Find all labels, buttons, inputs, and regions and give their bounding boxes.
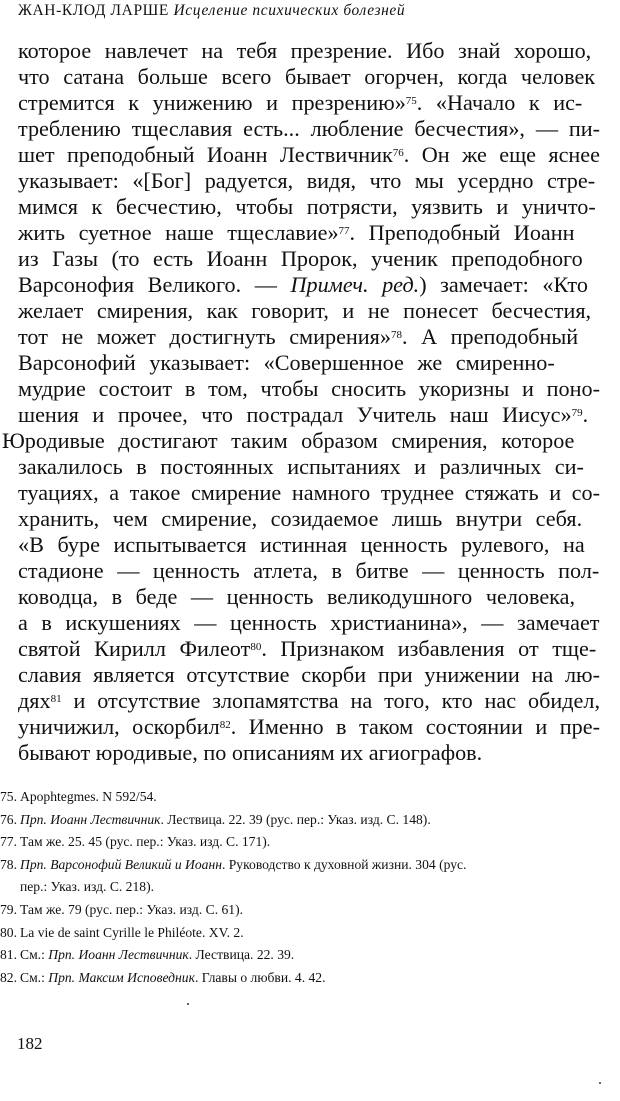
footnote-number: 80. bbox=[0, 924, 17, 940]
text-run: жить суетное наше тщеславие» bbox=[18, 220, 339, 245]
footnote-number: 82. bbox=[0, 969, 17, 985]
text-line bbox=[18, 454, 584, 480]
text-run: а в искушениях — ценность христианина», — замечает bbox=[18, 610, 600, 635]
text-run: La vie de saint Cyrille le Philéote. XV. 2. bbox=[20, 924, 244, 940]
text-run: треблению тщеславия есть... любление бесчестия», — пи- bbox=[18, 116, 600, 141]
text-line bbox=[18, 740, 482, 766]
text-line bbox=[18, 584, 575, 610]
text-line bbox=[18, 246, 583, 272]
text-run: мудрие состоит в том, чтобы сносить укоризны и поно- bbox=[18, 376, 600, 401]
text-run: указывает: «[Бог] радуется, видя, что мы усердно стре- bbox=[18, 168, 596, 193]
text-run: мимся к бесчестию, чтобы потрясти, уязвить и уничто- bbox=[18, 194, 596, 219]
text-run: . Преподобный Иоанн bbox=[349, 220, 575, 245]
text-line bbox=[18, 168, 595, 194]
text-run: . А преподобный bbox=[401, 324, 579, 349]
footnote-number: 81. bbox=[0, 947, 17, 963]
text-run: Юродивые достигают таким образом смирения, которое bbox=[2, 428, 575, 453]
scan-speck bbox=[599, 1082, 601, 1084]
footnote-ref: 76 bbox=[392, 147, 404, 159]
text-run: . Лествица. 22. 39. bbox=[188, 947, 295, 963]
text-run: что сатана больше всего бывает огорчен, когда человек bbox=[18, 64, 596, 89]
text-run: желает смирения, как говорит, и не понесет бесчестия, bbox=[18, 298, 592, 323]
footnote-ref: 79 bbox=[571, 407, 583, 419]
footnote-line bbox=[0, 878, 154, 896]
text-run: шения и прочее, что пострадал Учитель наш Иисус» bbox=[18, 402, 572, 427]
text-run: шет преподобный Иоанн Лествичник bbox=[18, 142, 393, 167]
footnote-line bbox=[0, 946, 294, 964]
footnote-number: 78. bbox=[0, 856, 17, 872]
text-line bbox=[2, 428, 574, 454]
text-line bbox=[18, 38, 591, 64]
text-line bbox=[18, 714, 600, 740]
text-line bbox=[18, 64, 595, 90]
italic-text: Прп. Варсонофий Великий и Иоанн bbox=[20, 856, 222, 872]
text-run: . «Начало к ис- bbox=[416, 90, 583, 115]
footnote-ref: 82 bbox=[219, 719, 231, 731]
text-run: хранить, чем смирение, созидаемое лишь внутри себя. bbox=[18, 506, 583, 531]
italic-text: Примеч. ред. bbox=[290, 272, 420, 297]
text-line bbox=[18, 636, 596, 662]
footnote-number: 75. bbox=[0, 789, 17, 804]
text-run: святой Кирилл Филеот bbox=[18, 636, 251, 661]
text-run: туациях, а такое смирение намного труднее стяжать и со- bbox=[18, 480, 600, 505]
text-run: из Газы (то есть Иоанн Пророк, ученик преподобного bbox=[18, 246, 583, 271]
page-number: 182 bbox=[17, 1034, 43, 1053]
italic-text: Прп. Максим Исповедник bbox=[48, 969, 195, 985]
italic-text: Прп. Иоанн Лествичник bbox=[20, 811, 161, 827]
footnote-line bbox=[0, 901, 243, 919]
text-run: . Руководство к духовной жизни. 304 (рус. bbox=[221, 856, 467, 872]
text-line bbox=[18, 298, 591, 324]
text-line bbox=[18, 90, 582, 116]
footnote-line bbox=[0, 788, 157, 806]
footnote-number: 77. bbox=[0, 834, 17, 850]
footnote-line bbox=[0, 924, 244, 942]
text-run: закалилось в постоянных испытаниях и различных си- bbox=[18, 454, 584, 479]
text-run: . Признаком избавления от тще- bbox=[261, 636, 597, 661]
scan-speck bbox=[187, 1003, 189, 1005]
text-run: . bbox=[582, 402, 589, 427]
text-line bbox=[18, 194, 596, 220]
text-line bbox=[18, 402, 588, 428]
text-run: См.: bbox=[20, 947, 49, 963]
text-line bbox=[18, 610, 600, 636]
text-run: славия является отсутствие скорби при унижении на лю- bbox=[18, 662, 600, 687]
footnote-line bbox=[0, 811, 431, 829]
footnote-ref: 75 bbox=[405, 95, 417, 107]
text-line bbox=[18, 558, 599, 584]
text-run: тот не может достигнуть смирения» bbox=[18, 324, 391, 349]
footnote-line bbox=[0, 969, 325, 987]
footnote-ref: 81 bbox=[50, 693, 62, 705]
text-run: . Именно в таком состоянии и пре- bbox=[230, 714, 600, 739]
text-run: стремится к унижению и презрению» bbox=[18, 90, 406, 115]
text-run: стадионе — ценность атлета, в битве — ценность пол- bbox=[18, 558, 600, 583]
text-line bbox=[18, 506, 582, 532]
footnote-ref: 78 bbox=[390, 329, 402, 341]
text-run: Там же. 79 (рус. пер.: Указ. изд. С. 61). bbox=[20, 902, 244, 917]
text-run: Там же. 25. 45 (рус. пер.: Указ. изд. С. 171). bbox=[20, 834, 271, 850]
text-run: См.: bbox=[20, 969, 49, 985]
footnote-ref: 77 bbox=[338, 225, 350, 237]
text-run: . Главы о любви. 4. 42. bbox=[194, 969, 326, 985]
text-run: которое навлечет на тебя презрение. Ибо знай хорошо, bbox=[18, 38, 592, 63]
text-line bbox=[18, 324, 578, 350]
footnote-line bbox=[0, 833, 270, 851]
text-run: пер.: Указ. изд. С. 218). bbox=[20, 879, 154, 895]
text-run: «В буре испытывается истинная ценность рулевого, на bbox=[18, 532, 585, 557]
text-line bbox=[18, 662, 600, 688]
text-run: . Лествица. 22. 39 (рус. пер.: Указ. изд. С. 148). bbox=[160, 811, 431, 827]
running-head-author: ЖАН-КЛОД ЛАРШЕ bbox=[18, 2, 169, 19]
text-line bbox=[18, 532, 585, 558]
text-line bbox=[18, 688, 600, 714]
text-line bbox=[18, 480, 600, 506]
text-line bbox=[18, 272, 588, 298]
footnote-number: 79. bbox=[0, 902, 17, 917]
running-head bbox=[18, 2, 405, 20]
footnote-line bbox=[0, 856, 466, 874]
text-run: Apophtegmes. N 592/54. bbox=[20, 789, 157, 804]
text-run: бывают юродивые, по описаниям их агиографов. bbox=[18, 740, 483, 765]
text-line bbox=[18, 350, 555, 376]
text-line bbox=[18, 220, 575, 246]
running-head-title: Исцеление психических болезней bbox=[173, 2, 406, 19]
text-run: уничижил, оскорбил bbox=[18, 714, 220, 739]
italic-text: Прп. Иоанн Лествичник bbox=[48, 947, 189, 963]
footnote-number: 76. bbox=[0, 811, 17, 827]
text-line bbox=[18, 142, 600, 168]
text-run: и отсутствие злопамятства на того, кто нас обидел, bbox=[61, 688, 600, 713]
text-run: . Он же еще яснее bbox=[403, 142, 600, 167]
text-line bbox=[18, 376, 600, 402]
text-run: ководца, в беде — ценность великодушного человека, bbox=[18, 584, 576, 609]
text-run: дях bbox=[18, 688, 51, 713]
text-run: ) замечает: «Кто bbox=[419, 272, 588, 297]
text-line bbox=[18, 116, 600, 142]
text-run: Варсонофий указывает: «Совершенное же смиренно- bbox=[18, 350, 555, 375]
footnote-ref: 80 bbox=[250, 641, 262, 653]
text-run: Варсонофия Великого. — bbox=[18, 272, 291, 297]
